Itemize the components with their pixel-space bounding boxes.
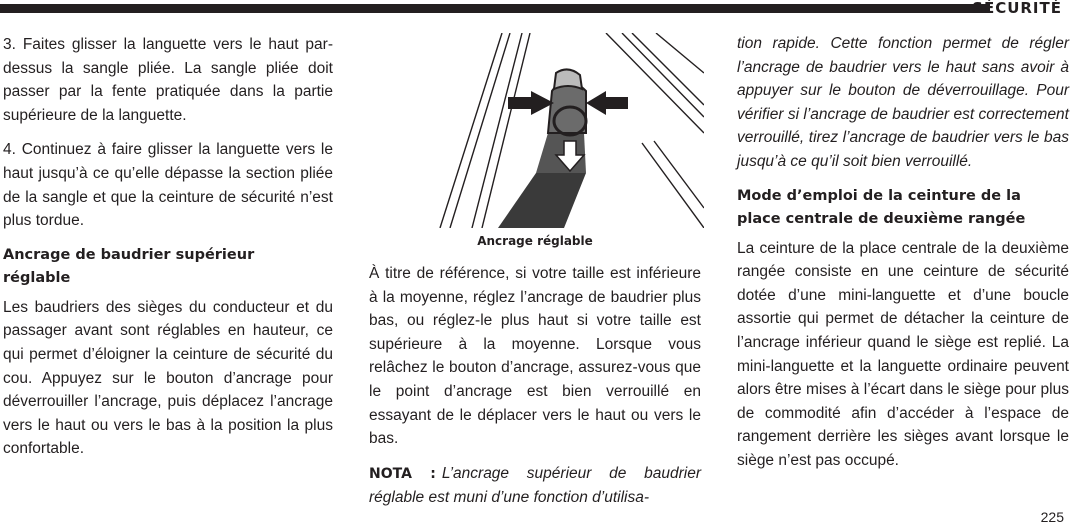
- column-middle: [369, 262, 701, 521]
- step-3-text: 3. Faites glisser la languette vers le haut par-dessus la sangle pliée. La sangle pliée doit passer par la fente pratiquée dans la partie supérieure de la languette.: [3, 36, 333, 124]
- page-number: 225: [1040, 509, 1064, 525]
- nota-text: L’ancrage supérieur de baudrier réglable est muni d’une fonction d’utilisa-: [369, 464, 701, 507]
- step-4-text: 4. Continuez à faire glisser la languette vers le haut jusqu’à ce qu’elle dépasse la section pliée de la sangle et que la ceinture de sécurité n’est plus tordue.: [3, 141, 333, 230]
- figure-caption: Ancrage réglable: [477, 234, 593, 248]
- adjustable-anchor-paragraph: Les baudriers des sièges du conducteur et du passager avant sont réglables en hauteur, ce qui permet d’éloigner la ceinture de sécurité du cou. Appuyez sur le bouton d’ancrage pour déverrouiller l’ancrage, puis déplacez l’ancrage vers le haut ou vers le bas à la position la plus confortable.: [3, 298, 333, 458]
- nota-paragraph: [369, 462, 701, 510]
- reference-paragraph: À titre de référence, si votre taille est inférieure à la moyenne, réglez l’ancrage de baudrier plus bas, ou réglez-le plus haut si votre taille est supérieure à la moyenne. Lorsque vous relâchez le bouton d’ancrage, assurez-vous que le point d’ancrage est bien verrouillé en essayant de le déplacer vers le haut ou vers le bas.: [369, 265, 701, 448]
- nota-label: NOTA :: [369, 465, 436, 482]
- heading-adjustable-anchor: Ancrage de baudrier supérieur réglable: [3, 246, 255, 286]
- center-seat-belt-paragraph: La ceinture de la place centrale de la deuxième rangée consiste en une ceinture de sécurité dotée d’une mini-languette et d’une boucle assortie qui permet de détacher la ceinture de l’ancrage inférieur quand le siège est replié. La mini-languette et la languette ordinaire peuvent alors être mises à l’écart dans le siège pour plus de commodité afin d’accéder à l’espace de rangement derrière les sièges avant lorsque le siège n’est pas occupé.: [737, 239, 1069, 469]
- adjustable-anchor-illustration: [436, 33, 704, 228]
- section-title: SÉCURITÉ: [972, 0, 1062, 17]
- heading-center-seat-belt: Mode d’emploi de la ceinture de la place centrale de deuxième rangée: [737, 187, 1026, 227]
- column-right: [737, 32, 1069, 484]
- header-rule: [0, 4, 990, 13]
- nota-continuation: tion rapide. Cette fonction permet de régler l’ancrage de baudrier vers le haut sans avoir à appuyer sur le bouton de déverrouillage. Pour vérifier si l’ancrage de baudrier est correctement verrouillé, tirez l’ancrage de baudrier vers le bas jusqu’à ce qu’il soit bien verrouillé.: [737, 35, 1069, 170]
- column-left: [3, 33, 333, 472]
